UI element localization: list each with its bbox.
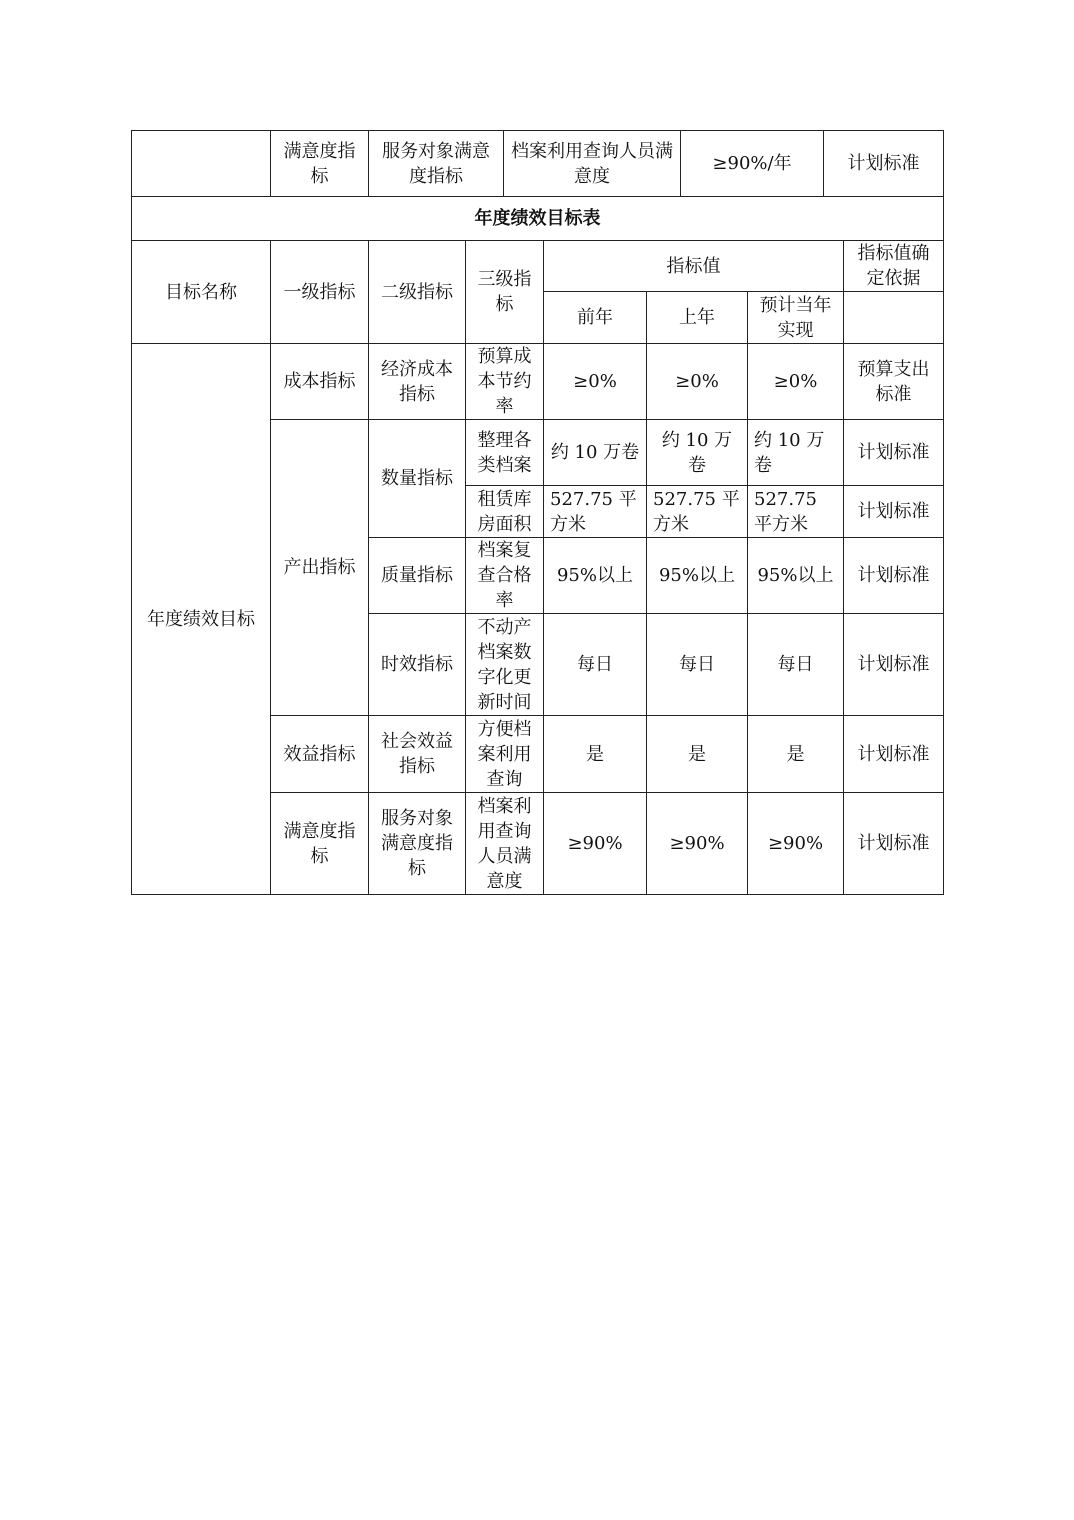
level2-cell: 时效指标	[369, 614, 466, 716]
prev-year-cell: 每日	[544, 614, 647, 716]
level3-cell: 档案复查合格率	[466, 538, 544, 614]
this-year-cell: 95%以上	[748, 538, 844, 614]
level2-cell: 数量指标	[369, 420, 466, 538]
table-row	[132, 344, 944, 420]
basis-cell: 计划标准	[844, 420, 944, 486]
prev-year-cell: 95%以上	[544, 538, 647, 614]
basis-cell: 计划标准	[844, 793, 944, 895]
level1-cell: 成本指标	[271, 344, 369, 420]
basis-cell: 计划标准	[844, 486, 944, 538]
prev-year-cell: 是	[544, 716, 647, 793]
level3-cell: 方便档案利用查询	[466, 716, 544, 793]
cell-basis: 计划标准	[824, 131, 944, 197]
prev-year-cell: ≥0%	[544, 344, 647, 420]
header-basis-empty	[844, 292, 944, 344]
header-row-1	[132, 241, 944, 292]
header-value-group: 指标值	[544, 241, 844, 292]
this-year-cell: 527.75 平方米	[748, 486, 844, 538]
this-year-cell: ≥0%	[748, 344, 844, 420]
header-level3: 三级指标	[466, 241, 544, 344]
target-name-cell: 年度绩效目标	[132, 344, 271, 895]
last-year-cell: 527.75 平方米	[647, 486, 748, 538]
last-year-cell: 是	[647, 716, 748, 793]
this-year-cell: ≥90%	[748, 793, 844, 895]
cell-level2: 服务对象满意度指标	[369, 131, 504, 197]
last-year-cell: 约 10 万卷	[647, 420, 748, 486]
cell-level1: 满意度指标	[271, 131, 369, 197]
header-target-name: 目标名称	[132, 241, 271, 344]
basis-cell: 预算支出标准	[844, 344, 944, 420]
prev-year-cell: 527.75 平方米	[544, 486, 647, 538]
continuation-table	[131, 130, 944, 197]
last-year-cell: ≥0%	[647, 344, 748, 420]
level3-cell: 租赁库房面积	[466, 486, 544, 538]
last-year-cell: 95%以上	[647, 538, 748, 614]
level1-cell: 效益指标	[271, 716, 369, 793]
level3-cell: 预算成本节约率	[466, 344, 544, 420]
this-year-cell: 约 10 万卷	[748, 420, 844, 486]
prev-year-cell: ≥90%	[544, 793, 647, 895]
cell-value: ≥90%/年	[681, 131, 824, 197]
header-this-year: 预计当年实现	[748, 292, 844, 344]
level3-cell: 不动产档案数字化更新时间	[466, 614, 544, 716]
level2-cell: 服务对象满意度指标	[369, 793, 466, 895]
header-level2: 二级指标	[369, 241, 466, 344]
level3-cell: 档案利用查询人员满意度	[466, 793, 544, 895]
cell-level3: 档案利用查询人员满意度	[504, 131, 681, 197]
header-level1: 一级指标	[271, 241, 369, 344]
basis-cell: 计划标准	[844, 716, 944, 793]
header-basis: 指标值确定依据	[844, 241, 944, 292]
header-last-year: 上年	[647, 292, 748, 344]
this-year-cell: 每日	[748, 614, 844, 716]
level2-cell: 质量指标	[369, 538, 466, 614]
basis-cell: 计划标准	[844, 538, 944, 614]
prev-year-cell: 约 10 万卷	[544, 420, 647, 486]
level2-cell: 经济成本指标	[369, 344, 466, 420]
cell-empty	[132, 131, 271, 197]
annual-target-table	[131, 196, 944, 895]
header-prev-year: 前年	[544, 292, 647, 344]
table-title: 年度绩效目标表	[132, 197, 944, 241]
last-year-cell: 每日	[647, 614, 748, 716]
level3-cell: 整理各类档案	[466, 420, 544, 486]
level1-cell: 满意度指标	[271, 793, 369, 895]
this-year-cell: 是	[748, 716, 844, 793]
table-row	[132, 131, 944, 197]
table-title-row	[132, 197, 944, 241]
last-year-cell: ≥90%	[647, 793, 748, 895]
level2-cell: 社会效益指标	[369, 716, 466, 793]
basis-cell: 计划标准	[844, 614, 944, 716]
level1-cell: 产出指标	[271, 420, 369, 716]
